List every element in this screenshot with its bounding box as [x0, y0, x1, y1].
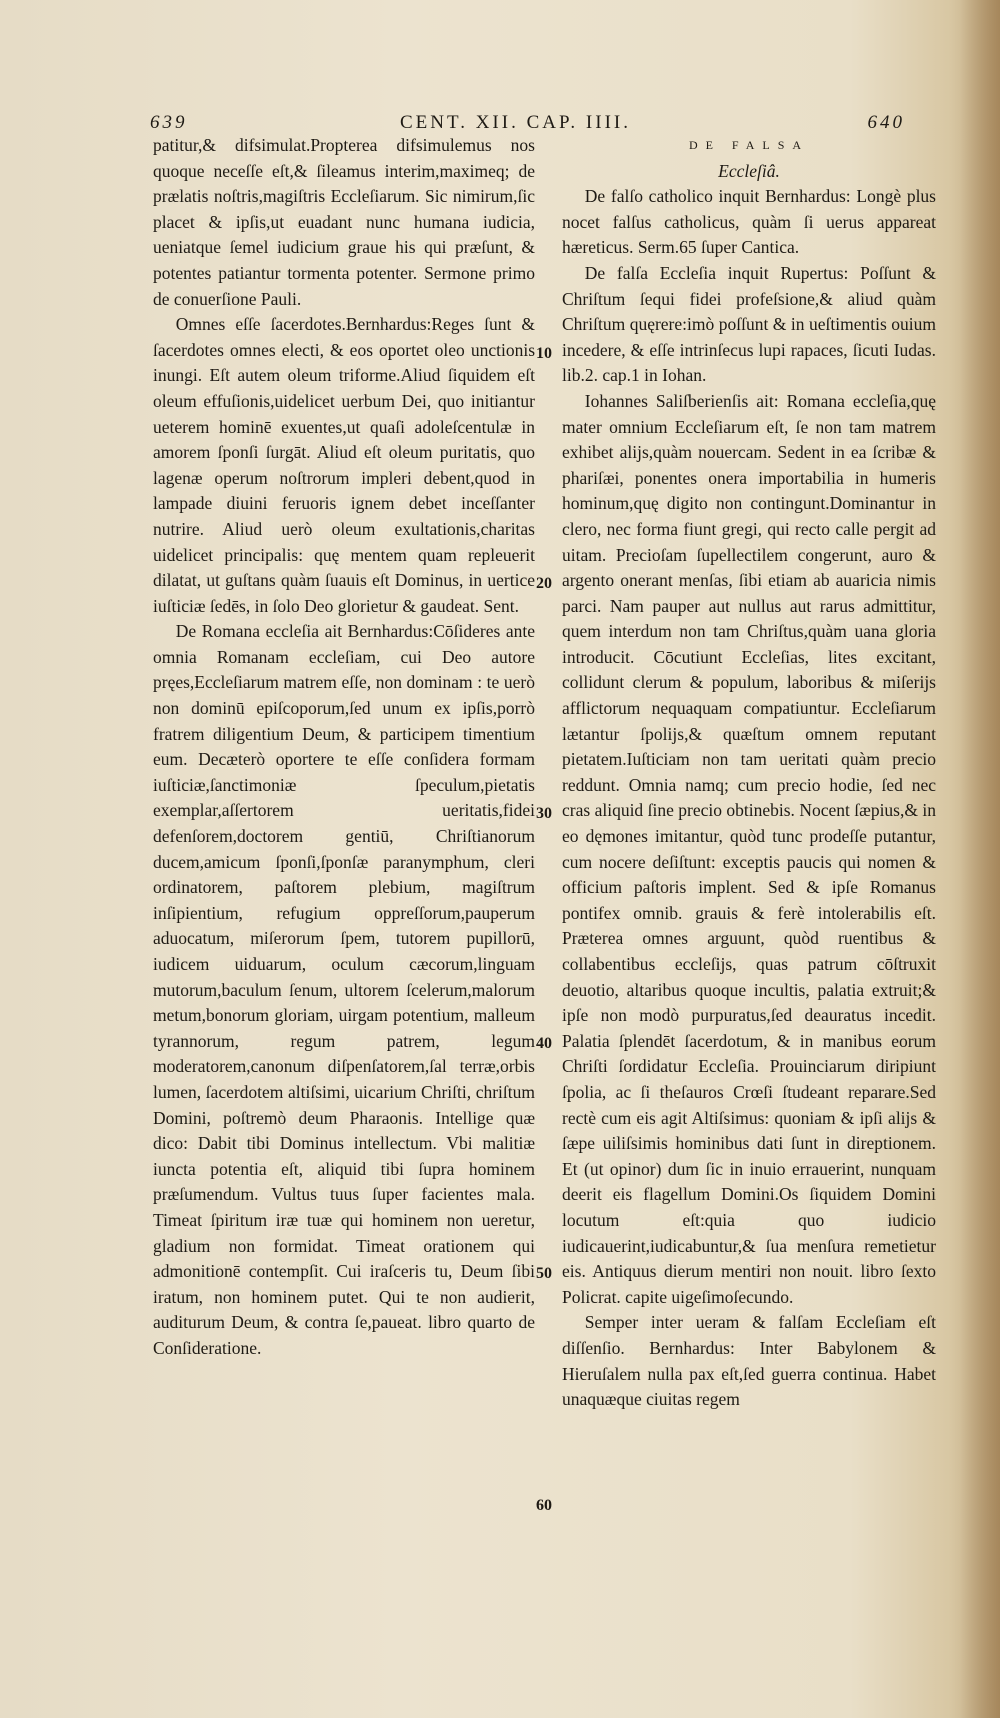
page-number-left: 639 [150, 112, 188, 133]
right-paragraph-1: De falſo catholico inquit Bernhardus: Longè plus nocet falſus catholicus, quàm ſi uerus appareat hæreticus. Serm.65 ſuper Cantica. [562, 186, 936, 258]
right-paragraph-4: Semper inter ueram & falſam Eccleſiam eſt diſſenſio. Bernhardus: Inter Babylonem & Hieruſalem nulla pax eſt,ſed guerra continua. Habet unaquæque ciuitas regem [562, 1312, 936, 1410]
page-gutter-shadow [960, 0, 1000, 1718]
right-column [562, 133, 936, 1413]
section-heading-2: Eccleſiâ. [718, 160, 780, 181]
page-number-right: 640 [867, 112, 905, 133]
line-number-50: 50 [536, 1265, 552, 1282]
right-paragraph-2: De falſa Eccleſia inquit Rupertus: Poſſunt & Chriſtum ſequi fidei profeſsione,& aliud quàm Chriſtum quęrere:imò poſſunt & in ueſtimentis ouium incedere, & eſſe intrinſecus lupi rapaces, ſicuti Iudas. lib.2. cap.1 in Iohan. [562, 262, 936, 386]
left-paragraph-1: patitur,& difsimulat.Propterea difsimulemus nos quoque neceſſe eſt,& ſileamus interim,maximeq; de prælatis noſtris,magiſtris Eccleſiarum. Sic nimirum,ſic placet & ipſis,ut euadant nunc humana iudicia, ueniatque ſemel iudicium graue his qui præſunt, & potentes patiantur tormenta potenter. Sermone primo de conuerſione Pauli. [153, 135, 535, 309]
line-number-60: 60 [536, 1497, 552, 1514]
section-heading: DE FALSA [688, 138, 810, 152]
left-paragraph-2: Omnes eſſe ſacerdotes.Bernhardus:Reges ſunt & ſacerdotes omnes electi, & eos oportet oleo unctionis inungi. Eſt autem oleum triforme.Aliud ſiquidem eſt oleum effuſionis,uidelicet uerbum Dei, quo initiantur ueterem hominē exuentes,ut quaſi adoleſcentulæ in amorem ſponſi ſurgāt. Aliud eſt oleum puritatis, quo lagenæ operum noſtrorum impleri debent,quod in lampade diuini feruoris ignem debet inceſſanter nutrire. Aliud uerò oleum exultationis,charitas uidelicet principalis: quę mentem quam repleuerit dilatat, ut guſtans quàm ſuauis eſt Dominus, in uertice iuſticiæ ſedēs, in ſolo Deo glorietur & gaudeat. Sent. [153, 314, 535, 616]
line-number-20: 20 [536, 575, 552, 592]
left-paragraph-3: De Romana eccleſia ait Bernhardus:Cōſideres ante omnia Romanam eccleſiam, cui Deo autore pręes,Eccleſiarum matrem eſſe, non dominam : te uerò non dominū epiſcoporum,ſed unum ex ipſis,porrò fratrem diligentium Deum, & participem timentium eum. Decæterò oportere te eſſe conſidera formam iuſticiæ,ſanctimoniæ ſpeculum,pietatis exemplar,aſſertorem ueritatis,fidei defenſorem,doctorem gentiū, Chriſtianorum ducem,amicum ſponſi,ſponſæ paranymphum, cleri ordinatorem, paſtorem plebium, magiſtrum inſipientium, refugium oppreſſorum,pauperum aduocatum, miſerorum ſpem, tutorem pupillorū, iudicem uiduarum, oculum cæcorum,linguam mutorum,baculum ſenum, ultorem ſcelerum,malorum metum,bonorum gloriam, uirgam potentium, malleum tyrannorum, regum patrem, legum moderatorem,canonum diſpenſatorem,ſal terræ,orbis lumen, ſacerdotem altiſsimi, uicarium Chriſti, chriſtum Domini, poſtremò deum Pharaonis. Intellige quæ dico: Dabit tibi Dominus intellectum. Vbi malitiæ iuncta potentia eſt, aliquid tibi ſupra hominem præſumendum. Vultus tuus ſuper facientes mala. Timeat ſpiritum iræ tuæ qui hominem non ueretur, gladium non formidat. Timeat orationem qui admonitionē contempſit. Cui iraſceris tu, Deum ſibi iratum, non hominem putet. Qui te non audierit, auditurum Deum, & contra ſe,paueat. libro quarto de Conſideratione. [153, 621, 535, 1358]
line-number-40: 40 [536, 1035, 552, 1052]
line-number-30: 30 [536, 805, 552, 822]
line-number-10: 10 [536, 345, 552, 362]
right-paragraph-3: Iohannes Saliſberienſis ait: Romana eccleſia,quę mater omnium Eccleſiarum eſt, ſe non tam matrem exhibet alijs,quàm nouercam. Sedent in ea ſcribæ & phariſæi, ponentes onera importabilia in humeris hominum,quę digito non contingunt.Dominantur in clero, nec forma fiunt gregi, qui recto calle pergit ad uitam. Precioſam ſupellectilem congerunt, auro & argento onerant menſas, ſibi etiam ab auaricia nimis parci. Nam pauper aut nullus aut rarus admittitur, quem interdum non tam Chriſtus,quàm uana gloria introducit. Cōcutiunt Eccleſias, lites excitant, collidunt clerum & populum, laboribus & miſerijs afflictorum nequaquam compatiuntur. Eccleſiarum lætantur ſpolijs,& quæſtum omnem reputant pietatem.Iuſticiam non tam ueritati quàm precio reddunt. Omnia namq; cum precio hodie, ſed nec cras aliquid ſine precio obtinebis. Nocent ſæpius,& in eo dęmones imitantur, quòd tunc prodeſſe putantur, cum nocere deſiſtunt: exceptis paucis qui nomen & officium paſtoris implent. Sed & ipſe Romanus pontifex omnib. grauis & ferè intolerabilis eſt. Præterea omnes arguunt, quòd ruentibus & collabentibus eccleſijs, quas patrum cōſtruxit deuotio, altaribus quoque incultis, palatia extruit;& ipſe non modò purpuratus,ſed deauratus incedit. Palatia ſplendēt ſacerdotum, & in manibus eorum Chriſti ſordidatur Eccleſia. Prouinciarum diripiunt ſpolia, ac ſi theſauros Crœſi ſtudeant reparare.Sed rectè cum eis agit Altiſsimus: quoniam & ipſi alijs & ſæpe uiliſsimis hominibus dati ſunt in direptionem. Et (ut opinor) dum ſic in inuio errauerint, nunquam deerit eis flagellum Domini.Os ſiquidem Domini locutum eſt:quia quo iudicio iudicauerint,iudicabuntur,& ſua menſura remetietur eis. Antiquus dierum mentiri non nouit. libro ſexto Policrat. capite uigeſimoſecundo. [562, 390, 936, 1307]
running-title: CENT. XII. CAP. IIII. [400, 112, 631, 133]
left-column [153, 133, 535, 1362]
